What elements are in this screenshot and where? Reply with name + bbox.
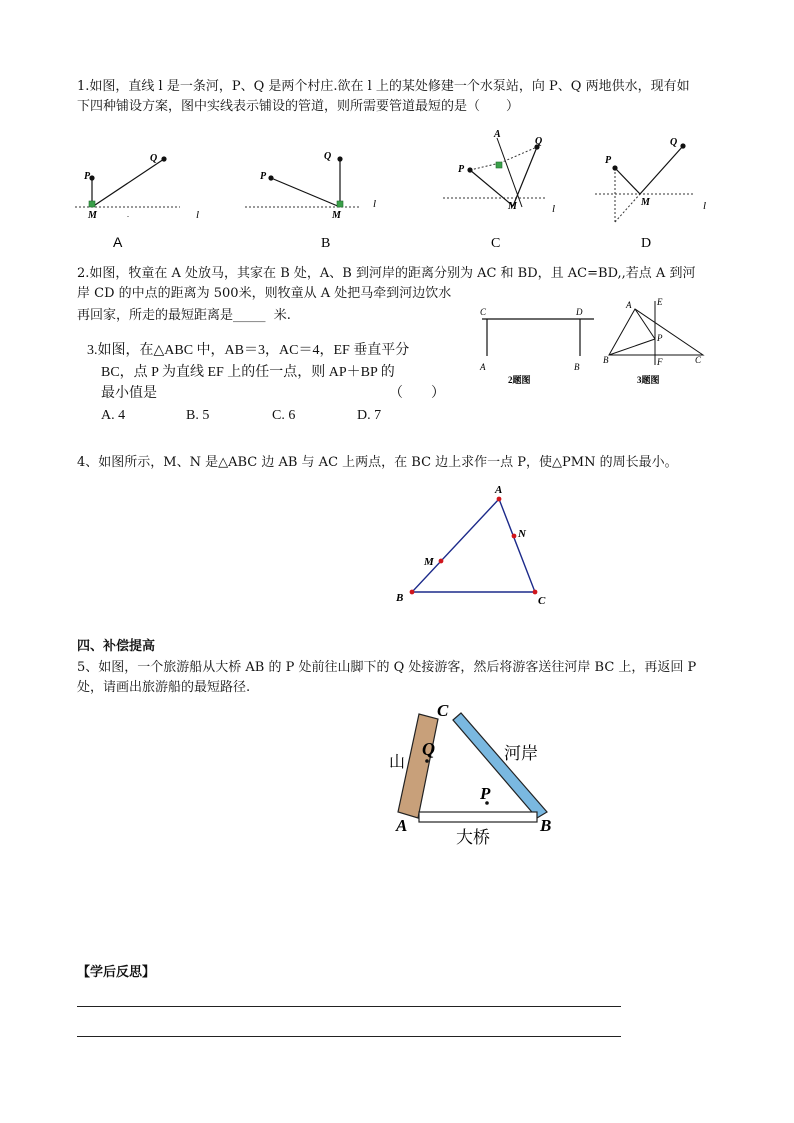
q1a-label-l: l <box>196 209 200 221</box>
q2-label-d: D <box>576 307 583 317</box>
q1a-label-p: P <box>84 171 91 182</box>
q4-text: 4、如图所示，M、N 是△ABC 边 AB 与 AC 上两点，在 BC 边上求作一点 P，使△PMN 的周长最小。 <box>77 455 678 470</box>
q2-line3 <box>77 306 291 325</box>
q1-figure-c <box>443 129 555 215</box>
reflection-title: 【学后反思】 <box>77 965 156 980</box>
q1-figure-d <box>595 137 706 222</box>
q1-option-a: A <box>113 234 123 250</box>
q5-label-p: P <box>480 784 491 803</box>
q3-choice-a: A. 4 <box>101 408 126 423</box>
reflection-line-2 <box>77 1036 621 1037</box>
q5-line1: 5、如图，一个旅游船从大桥 AB 的 P 处前往山脚下的 Q 处接游客，然后将游客送往河岸 BC 上，再返回 P <box>77 660 697 675</box>
q3-line3: 最小值是 <box>101 386 157 401</box>
q1-figure-b <box>245 151 376 221</box>
q2-unit: 米. <box>273 308 291 323</box>
q1b-label-l: l <box>373 198 377 210</box>
q1d-label-p: P <box>605 155 612 166</box>
q1c-label-l: l <box>552 203 556 215</box>
q1-line2: 下四种铺设方案，图中实线表示铺设的管道，则所需要管道最短的是（ ） <box>77 99 520 114</box>
q1d-label-m: M <box>641 197 650 208</box>
q1-figure-a <box>75 153 199 221</box>
q5-label-q: Q <box>422 739 435 759</box>
q5-label-hean: 河岸 <box>504 744 538 763</box>
q2-figure <box>472 303 602 385</box>
q1b-label-m: M <box>332 210 341 221</box>
q1-figures <box>70 125 730 255</box>
river-shape <box>453 713 547 818</box>
q3-label-e: E <box>657 297 663 307</box>
bridge-shape <box>419 812 537 822</box>
q1c-label-q: Q <box>535 136 543 147</box>
svg-text:.: . <box>127 210 129 219</box>
q5-label-c: C <box>437 701 449 720</box>
q4-label-m: M <box>424 556 434 568</box>
q3-figure-caption: 3题图 <box>637 375 660 385</box>
q3-label-b: B <box>603 355 609 365</box>
q1-option-d: D <box>641 236 652 251</box>
q5-label-daqiao: 大桥 <box>456 828 490 847</box>
q3-figure <box>600 295 710 390</box>
q1b-label-p: P <box>260 171 267 182</box>
q3-label-a: A <box>626 300 632 310</box>
q4-label-n: N <box>518 528 526 540</box>
q2-label-a: A <box>480 362 486 372</box>
q4-label-b: B <box>396 592 404 604</box>
q1-option-b: B <box>321 236 331 251</box>
q3-line1: 3.如图，在△ABC 中，AB＝3，AC＝4，EF 垂直平分 <box>87 343 410 358</box>
q2-answer-blank: _____ <box>233 308 266 323</box>
q3-choice-b: B. 5 <box>186 408 210 423</box>
q1d-label-l: l <box>703 200 707 212</box>
q2-line1: 2.如图，牧童在 A 处放马，其家在 B 处，A、B 到河岸的距离分别为 AC 和 BD，且 AC=BD,,若点 A 到河 <box>77 266 696 281</box>
q3-label-f: F <box>657 357 663 367</box>
q5-label-a: A <box>396 816 408 835</box>
q2-line3-text: 再回家，所走的最短距离是 <box>77 308 234 323</box>
q4-label-c: C <box>538 595 546 607</box>
q2-label-c: C <box>480 307 487 317</box>
q3-label-p: P <box>657 333 663 343</box>
q3-line2: BC，点 P 为直线 EF 上的任一点，则 AP＋BP 的 <box>101 365 395 380</box>
q1c-label-m: M <box>508 201 517 212</box>
q4-label-a: A <box>495 484 503 496</box>
q1a-label-q: Q <box>150 153 158 164</box>
q2-line2: 岸 CD 的中点的距离为 500米，则牧童从 A 处把马牵到河边饮水 <box>77 286 452 301</box>
q1d-label-q: Q <box>670 137 678 148</box>
q3-choice-c: C. 6 <box>272 408 296 423</box>
q1c-label-p: P <box>458 164 465 175</box>
reflection-line-1 <box>77 1006 621 1007</box>
q3-choice-d: D. 7 <box>357 408 382 423</box>
q1-option-c: C <box>491 236 501 251</box>
q2-figure-caption: 2题图 <box>508 375 531 385</box>
q1-line1: 1.如图，直线 l 是一条河，P、Q 是两个村庄.欲在 l 上的某处修建一个水泵站，向 P、Q 两地供水，现有如 <box>77 79 690 94</box>
q2-label-b: B <box>574 362 580 372</box>
q5-label-b: B <box>540 816 552 835</box>
q5-line2: 处，请画出旅游船的最短路径. <box>77 680 251 695</box>
section4-title: 四、补偿提高 <box>77 639 156 654</box>
q5-figure <box>380 700 580 850</box>
q3-paren: （ ） <box>389 386 445 401</box>
q1a-label-m: M <box>88 210 97 221</box>
q3-label-c: C <box>695 355 702 365</box>
q4-figure <box>390 478 560 608</box>
q1c-label-a: A <box>494 129 501 140</box>
q5-label-shan: 山 <box>389 754 406 771</box>
q1b-label-q: Q <box>324 151 332 162</box>
